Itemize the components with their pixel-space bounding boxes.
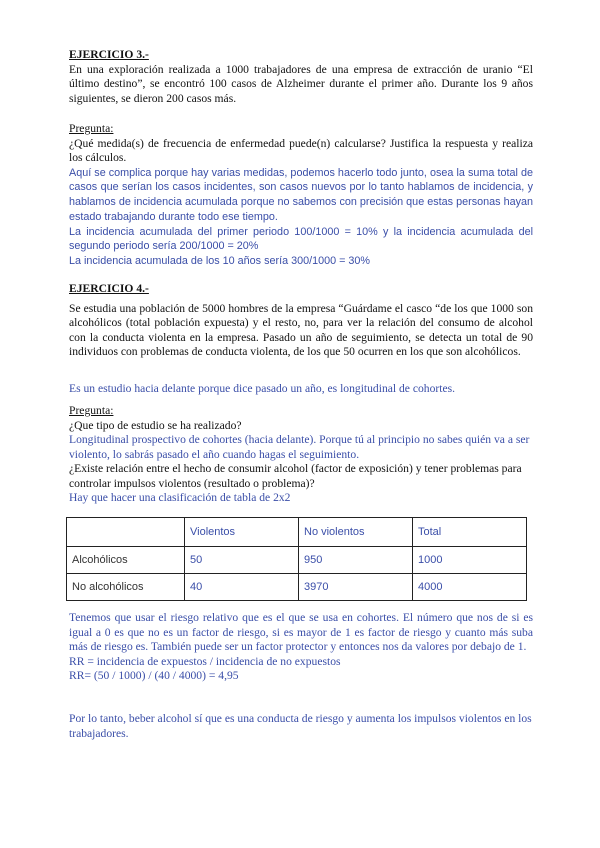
risk-ratio-explanation: Tenemos que usar el riesgo relativo que es el que se usa en cohortes. El número que nos de si es igual a 0 es que no es un factor de riesgo, si es mayor de 1 es factor de riesgo y cuanto más suba más de riesgo es. También puede ser un factor protector y entonces nos da valores por debajo de 1. (69, 611, 533, 653)
table-cell: 4000 (413, 574, 527, 601)
conclusion-block (69, 712, 533, 741)
risk-ratio-calculation: RR= (50 / 1000) / (40 / 4000) = 4,95 (69, 669, 239, 682)
exercise-4-block (69, 282, 533, 360)
exercise-3-question-block (69, 122, 533, 269)
exercise-3-answer-1: Aquí se complica porque hay varias medidas, podemos hacerlo todo junto, osea la suma total de casos que serían los casos incidentes, son casos nuevos por lo tanto hablamos de incidencia, y hablamos de incidencia acumulada porque no sabemos con precisión que estas personas hayan estado trabajando durante todo ese tiempo. (69, 166, 533, 223)
exercise-4-note-block (69, 382, 533, 397)
exercise-3-answer-2: La incidencia acumulada del primer periodo 100/1000 = 10% y la incidencia acumulada del segundo periodo sería 200/1000 = 20% (69, 225, 533, 253)
exercise-4-question-label: Pregunta: (69, 404, 114, 417)
risk-ratio-block (69, 611, 533, 684)
table-cell: Alcohólicos (67, 547, 185, 574)
table-cell: 1000 (413, 547, 527, 574)
exercise-3-heading: EJERCICIO 3.- (69, 48, 149, 61)
exercise-4-answer-1: Longitudinal prospectivo de cohortes (hacia delante). Porque tú al principio no sabes quién va a ser violento, lo sabrás pasado el año cuando hagas el seguimiento. (69, 433, 530, 461)
table-header-cell (67, 518, 185, 547)
table-cell: 40 (185, 574, 299, 601)
exercise-4-question-2: ¿Existe relación entre el hecho de consumir alcohol (factor de exposición) y tener problemas para controlar impulsos violentos (resultado o problema)? (69, 462, 522, 490)
exercise-4-question-1: ¿Que tipo de estudio se ha realizado? (69, 418, 242, 432)
contingency-table (66, 517, 527, 601)
exercise-3-question: ¿Qué medida(s) de frecuencia de enfermedad puede(n) calcularse? Justifica la respuesta y realiza los cálculos. (69, 136, 533, 164)
exercise-3-answer-3: La incidencia acumulada de los 10 años sería 300/1000 = 30% (69, 255, 371, 268)
exercise-4-answer-2: Hay que hacer una clasificación de tabla de 2x2 (69, 491, 291, 504)
table-header-cell: Violentos (185, 518, 299, 547)
exercise-4-heading: EJERCICIO 4.- (69, 282, 149, 295)
exercise-3-question-label: Pregunta: (69, 122, 114, 135)
table-header-cell: No violentos (299, 518, 413, 547)
exercise-3-intro: En una exploración realizada a 1000 trabajadores de una empresa de extracción de uranio “El último destino”, se encontró 100 casos de Alzheimer durante el primer año. Durante los 9 años siguientes, se dieron 200 casos más. (69, 62, 533, 105)
table-cell: 950 (299, 547, 413, 574)
table-cell: 50 (185, 547, 299, 574)
table-header-row (67, 518, 527, 547)
table-header-cell: Total (413, 518, 527, 547)
table-cell: No alcohólicos (67, 574, 185, 601)
table-cell: 3970 (299, 574, 413, 601)
risk-ratio-formula: RR = incidencia de expuestos / incidencia de no expuestos (69, 654, 341, 668)
exercise-3-block (69, 48, 533, 106)
table-row (67, 574, 527, 601)
exercise-4-question-block (69, 404, 533, 506)
conclusion-text: Por lo tanto, beber alcohol sí que es una conducta de riesgo y aumenta los impulsos violentos en los trabajadores. (69, 712, 532, 740)
exercise-4-study-note: Es un estudio hacia delante porque dice pasado un año, es longitudinal de cohortes. (69, 382, 456, 395)
exercise-4-intro: Se estudia una población de 5000 hombres de la empresa “Guárdame el casco “de los que 1000 son alcohólicos (total población expuesta) y el resto, no, para ver la relación del consumo de alcohol con la conducta violenta en la empresa. Pasado un año de seguimiento, se detecta un total de 90 individuos con problemas de conducta violenta, de los que 50 ocurren en los que son alcohólicos. (69, 301, 533, 358)
table-row (67, 547, 527, 574)
